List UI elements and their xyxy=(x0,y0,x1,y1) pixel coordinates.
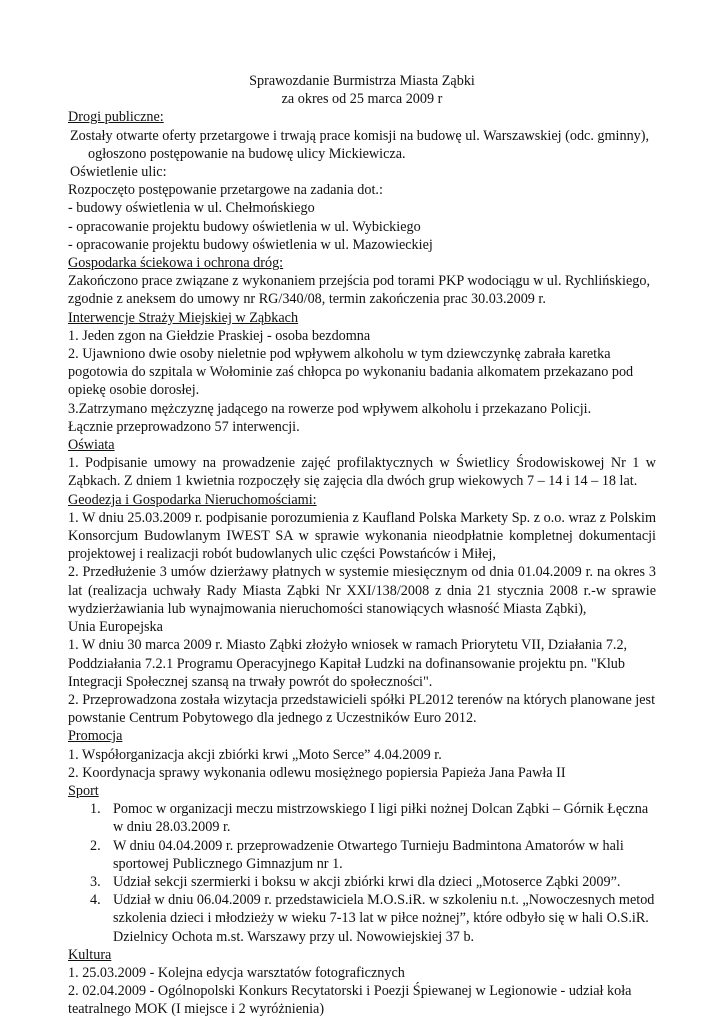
section-heading-straz: Interwencje Straży Miejskiej w Ząbkach xyxy=(68,309,299,326)
section-heading-drogi: Drogi publiczne: xyxy=(68,109,164,126)
kultura-item: 1. 25.03.2009 - Kolejna edycja warsztatów fotograficznych xyxy=(68,964,405,981)
sport-list xyxy=(68,800,656,946)
sport-item-number: 1. xyxy=(90,801,101,818)
sport-item xyxy=(68,873,656,891)
sport-item xyxy=(68,891,656,946)
drogi-text: Zostały otwarte oferty przetargowe i trwają prace komisji na budowę ul. Warszawskiej (odc. gminny), ogłoszono postępowanie na budowę ulicy Mickiewicza. xyxy=(70,127,650,162)
sport-item-number: 4. xyxy=(90,892,101,909)
section-heading-kultura: Kultura xyxy=(68,946,112,963)
section-heading-oswietlenie: Oświetlenie ulic: xyxy=(70,164,167,181)
oswietlenie-intro: Rozpoczęto postępowanie przetargowe na zadania dot.: xyxy=(68,182,383,199)
section-heading-promocja: Promocja xyxy=(68,728,123,745)
kultura-item: 2. 02.04.2009 - Ogólnopolski Konkurs Recytatorski i Poezji Śpiewanej w Legionowie - udział koła teatralnego MOK (I miejsce i 2 wyróżnienia) xyxy=(68,983,632,1018)
sport-item-number: 3. xyxy=(90,873,101,890)
sport-item xyxy=(68,837,656,873)
sport-item-number: 2. xyxy=(90,837,101,854)
promocja-item: 1. Współorganizacja akcji zbiórki krwi „Moto Serce” 4.04.2009 r. xyxy=(68,746,442,763)
geodezja-item: 2. Przedłużenie 3 umów dzierżawy płatnych w systemie miesięcznym od dnia 01.04.2009 r. na okres 3 lat (realizacja uchwały Rady Miasta Ząbki Nr XXI/138/2008 z dnia 21 stycznia 2008 r.-w sprawie wydzierżawiania lub wynajmowania nieruchomości stanowiących własność Miasta Ząbki), xyxy=(68,564,656,617)
document-title: Sprawozdanie Burmistrza Miasta Ząbki xyxy=(249,73,475,89)
oswietlenie-item: - opracowanie projektu budowy oświetlenia w ul. Wybickiego xyxy=(68,218,421,235)
sport-item-text: Pomoc w organizacji meczu mistrzowskiego I ligi piłki nożnej Dolcan Ząbki – Górnik Łęczna w dniu 28.03.2009 r. xyxy=(113,801,649,836)
sport-item-text: W dniu 04.04.2009 r. przeprowadzenie Otwartego Turnieju Badmintona Amatorów w hali sportowej Publicznego Gimnazjum nr 1. xyxy=(113,837,624,872)
oswietlenie-item: - budowy oświetlenia w ul. Chełmońskiego xyxy=(68,200,315,217)
geodezja-item: 1. W dniu 25.03.2009 r. podpisanie porozumienia z Kaufland Polska Markety Sp. z o.o. wraz z Polskim Konsorcjum Budowlanym IWEST SA w sprawie wykonania nieodpłatnie kompletnej dokumentacji projektowej i realizacji robót budowlanych ulic części Powstańców i Miłej, xyxy=(68,509,656,563)
sport-item xyxy=(68,800,656,836)
promocja-item: 2. Koordynacja sprawy wykonania odlewu mosiężnego popiersia Papieża Jana Pawła II xyxy=(68,764,566,781)
straz-item: 2. Ujawniono dwie osoby nieletnie pod wpływem alkoholu w tym dziewczynkę zabrała karetka pogotowia do szpitala w Wołominie zaś chłopca po wykonaniu badania alkomatem przekazano pod opiekę osobie dorosłej. xyxy=(68,346,634,399)
section-heading-sport: Sport xyxy=(68,782,99,799)
section-heading-unia: Unia Europejska xyxy=(68,619,163,636)
straz-item: 1. Jeden zgon na Giełdzie Praskiej - osoba bezdomna xyxy=(68,327,371,344)
sport-item-text: Udział sekcji szermierki i boksu w akcji zbiórki krwi dla dzieci „Motoserce Ząbki 2009”. xyxy=(113,873,621,890)
section-heading-oswiata: Oświata xyxy=(68,437,115,454)
section-heading-geodezja: Geodezja i Gospodarka Nieruchomościami: xyxy=(68,491,317,508)
sport-item-text: Udział w dniu 06.04.2009 r. przedstawiciela M.O.S.iR. w szkoleniu n.t. „Nowoczesnych metod szkolenia dzieci i młodzieży w wieku 7-13 lat w piłce nożnej”, które odbyło się w hali O.S.iR. Dzielnicy Ochota m.st. Warszawy przy ul. Nowowiejskiej 37 b. xyxy=(113,892,655,945)
document-subtitle: za okres od 25 marca 2009 r xyxy=(281,91,443,108)
straz-item: 3.Zatrzymano mężczyznę jadącego na rowerze pod wpływem alkoholu i przekazano Policji. xyxy=(68,400,592,417)
section-heading-gospodarka: Gospodarka ściekowa i ochrona dróg: xyxy=(68,255,284,272)
gospodarka-text: Zakończono prace związane z wykonaniem przejścia pod torami PKP wodociągu w ul. Rychlińskiego, zgodnie z aneksem do umowy nr RG/340/08, termin zakończenia prac 30.03.2009 r. xyxy=(68,273,650,308)
oswietlenie-item: - opracowanie projektu budowy oświetlenia w ul. Mazowieckiej xyxy=(68,236,433,253)
oswiata-text: 1. Podpisanie umowy na prowadzenie zajęć profilaktycznych w Świetlicy Środowiskowej Nr 1 w Ząbkach. Z dniem 1 kwietnia rozpoczęły się zajęcia dla dwóch grup wiekowych 7 – 14 i 14 – 18 lat. xyxy=(68,455,656,490)
unia-item: 1. W dniu 30 marca 2009 r. Miasto Ząbki złożyło wniosek w ramach Priorytetu VII, Działania 7.2, Poddziałania 7.2.1 Programu Operacyjnego Kapitał Ludzki na dofinansowanie projektu pn. "Klub Integracji Społecznej szansą na trwały powrót do społeczności". xyxy=(68,637,628,690)
unia-item: 2. Przeprowadzona została wizytacja przedstawicieli spółki PL2012 terenów na których planowane jest powstanie Centrum Pobytowego dla jednego z Uczestników Euro 2012. xyxy=(68,691,656,727)
straz-summary: Łącznie przeprowadzono 57 interwencji. xyxy=(68,418,300,435)
